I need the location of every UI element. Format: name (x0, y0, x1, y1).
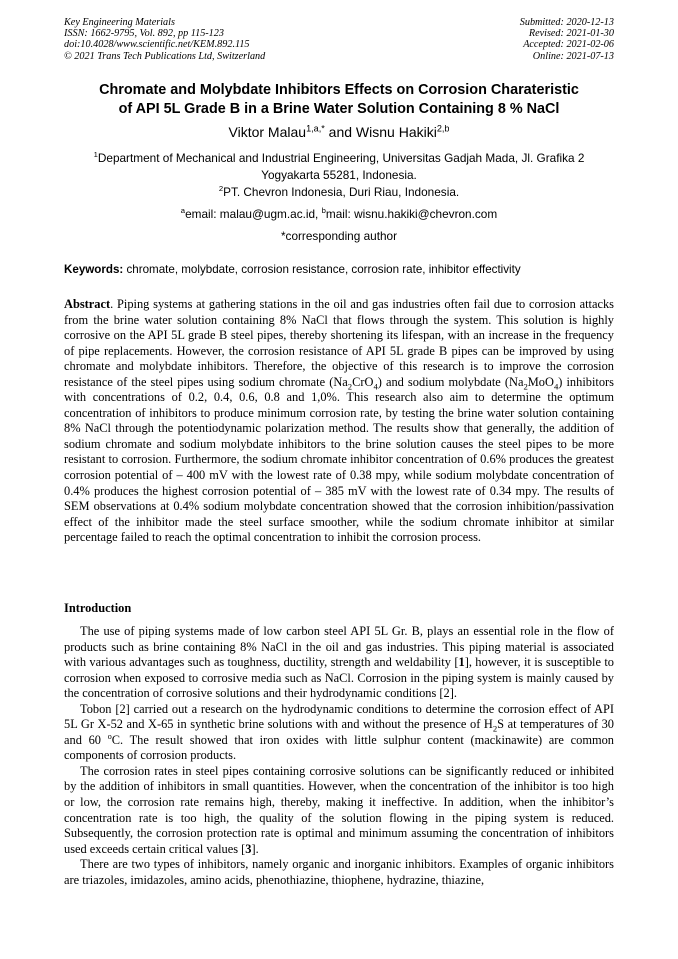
corresponding-note: *corresponding author (280, 229, 398, 243)
paper-title (40, 81, 638, 119)
email-a: email: malau@ugm.ac.id, (185, 207, 322, 221)
aff1-mark: 1 (93, 150, 98, 160)
paragraph-text: ]. (251, 841, 259, 856)
title-line-1: Chromate and Molybdate Inhibitors Effects on Corrosion Charateristic (99, 82, 579, 98)
superscript: o (107, 731, 112, 741)
author-list (40, 123, 638, 141)
copyright-line: © 2021 Trans Tech Publications Ltd, Switzerland (64, 50, 266, 62)
keywords-line (64, 262, 624, 277)
introduction-body (64, 624, 614, 888)
abstract-text: ) and sodium molybdate (Na (377, 374, 524, 389)
accepted-date: Accepted: 2021-02-06 (523, 39, 614, 51)
email-a-mark: a (180, 206, 186, 216)
introduction-heading: Introduction (64, 601, 132, 615)
submitted-date: Submitted: 2020-12-13 (519, 17, 614, 28)
keywords-label: Keywords: (64, 263, 124, 276)
aff2-mark: 2 (218, 184, 224, 194)
citation-ref[interactable]: 3 (245, 841, 252, 856)
author-1-marks: 1,a,* (306, 123, 325, 134)
author-2-marks: 2,b (436, 123, 450, 134)
abstract-text: CrO (352, 374, 374, 389)
paragraph-text: The corrosion rates in steel pipes containing corrosive solutions can be significantly reduced or inhibited by the addition of inhibitors in small quantities. However, when the concentration of the inhibitor is too high or low, the corrosion rate remains high, thereby, making it ineffective. In addition, when the inhibitor’s concentration rate is too high, the quality of the solution flowing in the piping system is reduced. Subsequently, the corrosion protection rate is optimal and minimum assuming the concentration of inhibitors used exceeds certain critical values [ (64, 763, 614, 856)
abstract-text: . Piping systems at gathering stations in the oil and gas industries often fail due to corrosion attacks from the brine water solution containing 8% NaCl that flows through the system. This solution is highly corrosive on the API 5L grade B steel pipes, thereby shortening its lifespan, with an increase in the frequency of pipe replacements. However, the corrosion resistance of API 5L grade B pipes can be improved by using chromate and molybdate inhibitors. Therefore, the objective of this research is to improve the corrosion resistance of the steel pipes using sodium chromate (Na (64, 297, 614, 389)
journal-header (64, 17, 265, 62)
author-1: Viktor Malau (228, 124, 307, 140)
keywords-text: chromate, molybdate, corrosion resistance, corrosion rate, inhibitor effectivity (123, 263, 521, 276)
author-joiner: and Wisnu Hakiki (324, 124, 437, 140)
abstract-text: MoO (527, 374, 554, 389)
dates-header (520, 17, 614, 62)
affiliation-1 (40, 150, 638, 183)
intro-paragraph-3 (64, 764, 614, 857)
intro-paragraph-4: There are two types of inhibitors, namely organic and inorganic inhibitors. Examples of organic inhibitors are triazoles, imidazoles, amino acids, phenothiazine, thiophene, hydrazine, thiazine, (64, 857, 614, 887)
abstract-text: ) inhibitors with concentrations of 0.2, 0.4, 0.6, 0.8 and 1,0%. This research also aim to determine the optimum concentration of inhibitors to produce minimum corrosion rate, by testing the brine water solution containing 8% NaCl through the potentiodynamic polarization method. The results show that generally, the addition of sodium chromate and sodium molybdate inhibitors to the brine solution causes the steel pipes to be more resistant to corrosion. Furthermore, the sodium chromate inhibitor concentration of 0.6% produces the greatest corrosion potential of – 400 mV with the lowest rate of 0.38 mpy, while sodium molybdate concentration of 0.4% produces the highest corrosion potential of – 385 mV with the lowest rate of 0.34 mpy. The results of SEM observations at 0.4% sodium molybdate concentration showed that the corrosion inhibition/passivation effect of the inhibitor made the steel surface smoother, while the sodium chromate inhibitor at similar percentage failed to reach the optimal concentration to inhibit the corrosion process. (64, 374, 614, 545)
abstract-label: Abstract (64, 297, 111, 311)
intro-paragraph-2 (64, 702, 614, 764)
email-b-mark: b (321, 206, 326, 216)
subscript: 2 (492, 723, 498, 734)
title-line-2: of API 5L Grade B in a Brine Water Solution Containing 8 % NaCl (118, 101, 560, 117)
paragraph-text: ], however, it is susceptible to corrosion when exposed to corrosive media such as NaCl. Corrosion in the piping system is mainly caused by the concentration of corrosive solutions and their hydrodynamic conditions [2]. (64, 655, 614, 701)
doi-line: doi:10.4028/www.scientific.net/KEM.892.115 (64, 39, 250, 51)
subscript: 2 (347, 381, 353, 392)
subscript: 4 (373, 381, 378, 392)
paragraph-text: S at temperatures of 30 and 60 (64, 717, 614, 747)
journal-name: Key Engineering Materials (64, 17, 175, 28)
aff1-line1: Department of Mechanical and Industrial Engineering, Universitas Gadjah Mada, Jl. Grafika 2 (97, 151, 585, 165)
paragraph-text: The use of piping systems made of low carbon steel API 5L Gr. B, plays an essential role in the flow of products such as brine containing 8% NaCl in the oil and gas industries. This piping material is associated with various advantages such as toughness, ductility, strength and weldability [ (64, 624, 614, 670)
aff1-line2: Yogyakarta 55281, Indonesia. (261, 167, 417, 182)
paragraph-text: Tobon [2] carried out a research on the hydrodynamic conditions to determine the corrosion effect of API 5L Gr X-52 and X-65 in synthetic brine solutions with and without the presence of H (64, 701, 614, 732)
aff2-text: PT. Chevron Indonesia, Duri Riau, Indonesia. (223, 185, 460, 199)
intro-paragraph-1 (64, 624, 614, 702)
subscript: 2 (523, 381, 528, 392)
citation-ref[interactable]: 1 (458, 655, 465, 670)
abstract (64, 297, 614, 546)
online-date: Online: 2021-07-13 (532, 50, 614, 62)
paragraph-text: C. The result showed that iron oxides with little sulphur content (mackinawite) are common components of corrosion products. (64, 732, 614, 763)
issn-line: ISSN: 1662-9795, Vol. 892, pp 115-123 (64, 28, 224, 40)
affiliation-2 (40, 184, 638, 201)
email-line (40, 206, 638, 223)
subscript: 4 (553, 381, 559, 392)
revised-date: Revised: 2021-01-30 (528, 28, 614, 40)
email-b: mail: wisnu.hakiki@chevron.com (325, 207, 498, 221)
